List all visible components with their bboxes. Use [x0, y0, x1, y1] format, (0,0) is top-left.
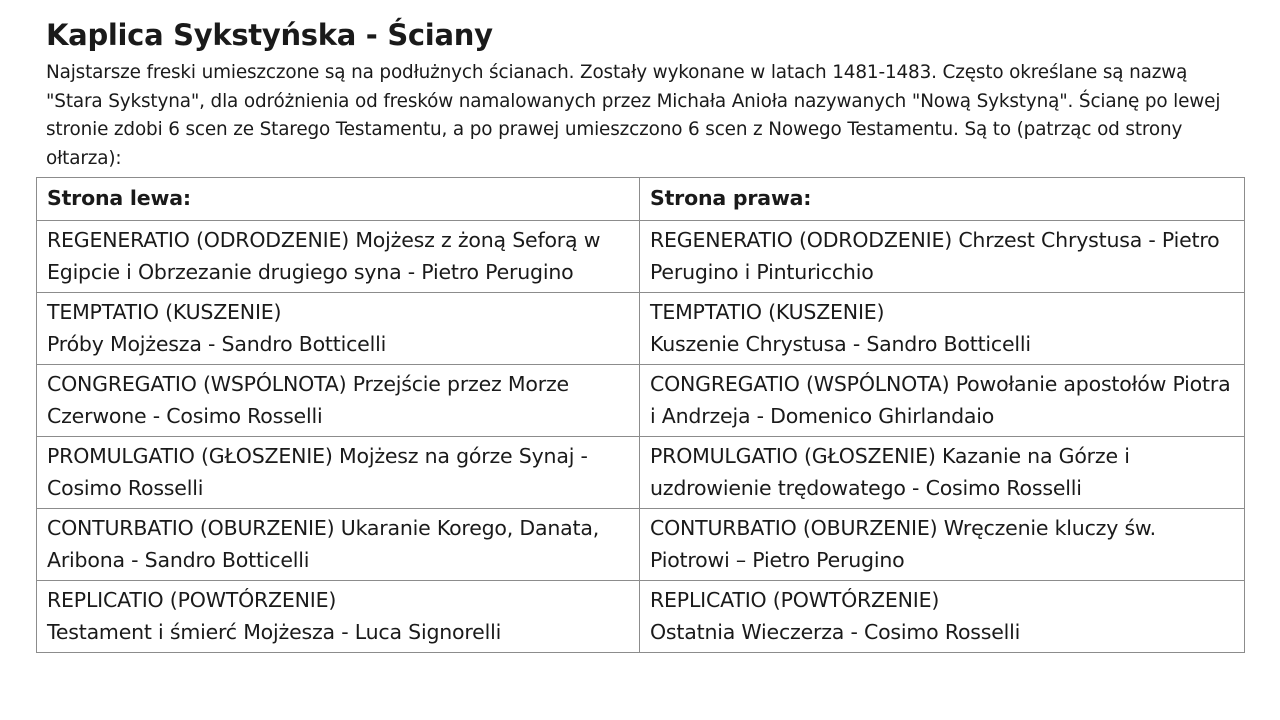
scene-text: PROMULGATIO (GŁOSZENIE) Mojżesz na górze Synaj - Cosimo Rosselli — [47, 444, 588, 500]
table-row — [37, 293, 1245, 365]
scene-theme: REPLICATIO (POWTÓRZENIE) — [47, 588, 337, 612]
scene-text: PROMULGATIO (GŁOSZENIE) Kazanie na Górze i uzdrowienie trędowatego - Cosimo Rosselli — [650, 444, 1130, 500]
header-right-side: Strona prawa: — [640, 178, 1245, 221]
slide-title: Kaplica Sykstyńska - Ściany — [46, 18, 493, 52]
table-row — [37, 221, 1245, 293]
right-scene-cell — [640, 221, 1245, 293]
right-scene-cell — [640, 437, 1245, 509]
scene-text: CONTURBATIO (OBURZENIE) Ukaranie Korego, Danata, Aribona - Sandro Botticelli — [47, 516, 600, 572]
table-row — [37, 509, 1245, 581]
frescoes-table — [36, 177, 1245, 653]
table-row — [37, 365, 1245, 437]
left-scene-cell — [37, 581, 640, 653]
right-scene-cell — [640, 581, 1245, 653]
left-scene-cell — [37, 509, 640, 581]
scene-text: CONGREGATIO (WSPÓLNOTA) Przejście przez Morze Czerwone - Cosimo Rosselli — [47, 372, 569, 428]
left-scene-cell — [37, 293, 640, 365]
right-scene-cell — [640, 293, 1245, 365]
left-scene-cell — [37, 437, 640, 509]
scene-text: REGENERATIO (ODRODZENIE) Chrzest Chrystusa - Pietro Perugino i Pinturicchio — [650, 228, 1220, 284]
scene-text: Próby Mojżesza - Sandro Botticelli — [47, 332, 387, 356]
left-scene-cell — [37, 365, 640, 437]
scene-text: CONGREGATIO (WSPÓLNOTA) Powołanie apostołów Piotra i Andrzeja - Domenico Ghirlandaio — [650, 372, 1231, 428]
scene-text: Testament i śmierć Mojżesza - Luca Signorelli — [47, 620, 502, 644]
scene-text: Ostatnia Wieczerza - Cosimo Rosselli — [650, 620, 1021, 644]
table-row — [37, 581, 1245, 653]
scene-theme: REPLICATIO (POWTÓRZENIE) — [650, 588, 940, 612]
table-row — [37, 437, 1245, 509]
header-left-side: Strona lewa: — [37, 178, 640, 221]
left-scene-cell — [37, 221, 640, 293]
right-scene-cell — [640, 365, 1245, 437]
scene-theme: TEMPTATIO (KUSZENIE) — [47, 300, 282, 324]
intro-paragraph: Najstarsze freski umieszczone są na podłużnych ścianach. Zostały wykonane w latach 1481-1483. Często określane są nazwą "Stara Sykstyna", dla odróżnienia od fresków namalowanych przez Michała Anioła nazywanych "Nową Sykstyną". Ścianę po lewej stronie zdobi 6 scen ze Starego Testamentu, a po prawej umieszczono 6 scen z Nowego Testamentu. Są to (patrząc od strony ołtarza): — [46, 62, 1221, 169]
scene-text: REGENERATIO (ODRODZENIE) Mojżesz z żoną Seforą w Egipcie i Obrzezanie drugiego syna - Pietro Perugino — [47, 228, 601, 284]
scene-text: CONTURBATIO (OBURZENIE) Wręczenie kluczy św. Piotrowi – Pietro Perugino — [650, 516, 1156, 572]
scene-text: Kuszenie Chrystusa - Sandro Botticelli — [650, 332, 1031, 356]
scene-theme: TEMPTATIO (KUSZENIE) — [650, 300, 885, 324]
right-scene-cell — [640, 509, 1245, 581]
table-header-row — [37, 178, 1245, 221]
